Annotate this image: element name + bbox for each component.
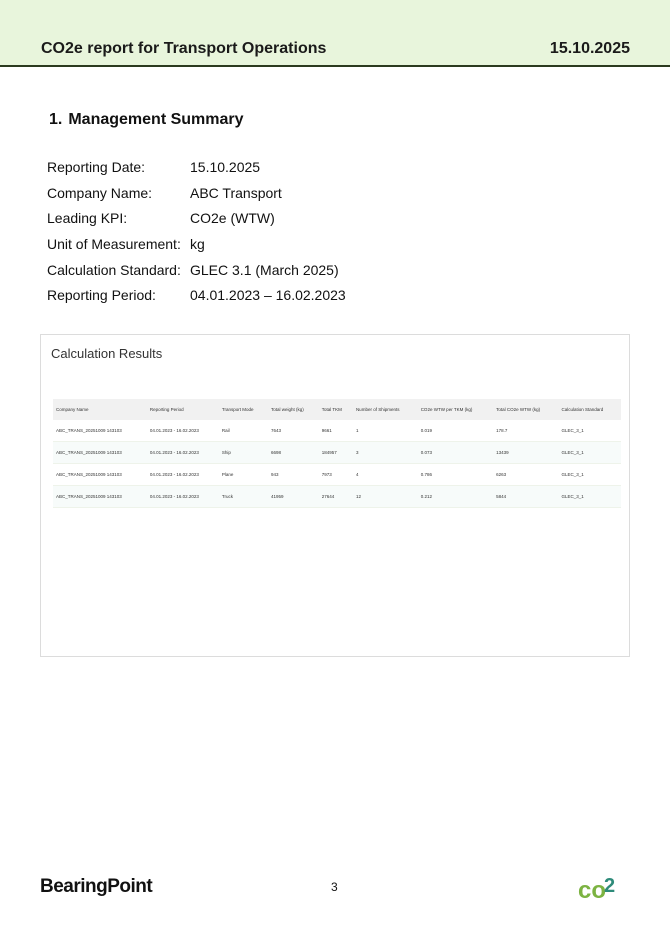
calculation-results-panel [40, 334, 630, 657]
table-cell: GLEC_3_1 [558, 420, 621, 442]
table-cell: 04.01.2023 - 16.02.2023 [147, 464, 219, 486]
column-header: Company Name [56, 407, 89, 412]
section-number: 1. [49, 111, 63, 128]
summary-label: Unit of Measurement: [47, 235, 181, 252]
section-heading [49, 111, 244, 129]
table-cell: 1 [353, 420, 418, 442]
summary-value: GLEC 3.1 (March 2025) [190, 261, 339, 278]
summary-row [47, 180, 346, 206]
summary-label: Calculation Standard: [47, 261, 181, 278]
table-cell: 27644 [319, 486, 353, 508]
column-header: Total CO2e WTW (kg) [496, 407, 541, 412]
summary-label: Reporting Period: [47, 287, 156, 304]
summary-value: CO2e (WTW) [190, 210, 275, 227]
report-title: CO2e report for Transport Operations [41, 40, 327, 57]
table-cell: 13439 [493, 442, 558, 464]
table-cell: 41959 [268, 486, 319, 508]
table-cell: ABC_TRANS_20251009 143103 [53, 464, 147, 486]
column-header: CO2e WTW per TKM (kg) [420, 407, 473, 412]
table-cell: 7973 [319, 464, 353, 486]
table-cell: 9661 [319, 420, 353, 442]
table-cell: 6263 [493, 464, 558, 486]
summary-value: kg [190, 235, 205, 252]
table-cell: Truck [219, 486, 268, 508]
table-row [53, 420, 621, 442]
table-cell: ABC_TRANS_20251009 143103 [53, 442, 147, 464]
column-header: Reporting Period [149, 407, 184, 412]
summary-row [47, 257, 346, 283]
summary-row [47, 231, 346, 257]
table-cell: 0.073 [418, 442, 493, 464]
column-header: Total weight (kg) [271, 407, 304, 412]
table-cell: 04.01.2023 - 16.02.2023 [147, 420, 219, 442]
table-cell: 3 [353, 442, 418, 464]
summary-value: ABC Transport [190, 184, 282, 201]
table-cell: ABC_TRANS_20251009 143103 [53, 420, 147, 442]
table-row [53, 442, 621, 464]
table-cell: 178.7 [493, 420, 558, 442]
svg-text:2: 2 [604, 875, 616, 897]
summary-value: 15.10.2025 [190, 158, 261, 175]
co2-logo-icon [577, 872, 621, 904]
results-title: Calculation Results [51, 346, 163, 361]
table-cell: GLEC_3_1 [558, 464, 621, 486]
summary-row [47, 205, 346, 231]
table-row [53, 486, 621, 508]
summary-row [47, 282, 346, 308]
summary-label: Leading KPI: [47, 210, 128, 227]
table-cell: 4 [353, 464, 418, 486]
summary-label: Company Name: [47, 184, 153, 201]
bearingpoint-logo: BearingPoint [40, 876, 153, 897]
management-summary [47, 154, 346, 308]
table-cell: 04.01.2023 - 16.02.2023 [147, 442, 219, 464]
table-header-row [53, 399, 621, 420]
column-header: Transport Mode [221, 407, 254, 412]
column-header: Total TKM [321, 407, 342, 412]
report-header [0, 0, 670, 67]
table-cell: 0.212 [418, 486, 493, 508]
table-cell: 0.786 [418, 464, 493, 486]
column-header: Calculation Standard [561, 407, 604, 412]
table-cell: Ship [219, 442, 268, 464]
section-title: Management Summary [68, 111, 244, 128]
column-header: Number of Shipments [355, 407, 400, 412]
table-cell: 943 [268, 464, 319, 486]
table-cell: 6698 [268, 442, 319, 464]
page-number: 3 [331, 880, 338, 894]
table-row [53, 464, 621, 486]
table-cell: GLEC_3_1 [558, 442, 621, 464]
table-cell: 0.019 [418, 420, 493, 442]
table-cell: Plane [219, 464, 268, 486]
summary-row [47, 154, 346, 180]
table-cell: GLEC_3_1 [558, 486, 621, 508]
table-cell: 5844 [493, 486, 558, 508]
table-cell: ABC_TRANS_20251009 143103 [53, 486, 147, 508]
results-table [53, 399, 621, 508]
table-cell: Rail [219, 420, 268, 442]
co2-logo-text: co [578, 877, 607, 904]
table-cell: 04.01.2023 - 16.02.2023 [147, 486, 219, 508]
summary-label: Reporting Date: [47, 158, 146, 175]
summary-value: 04.01.2023 – 16.02.2023 [190, 287, 346, 304]
table-cell: 7643 [268, 420, 319, 442]
report-date: 15.10.2025 [549, 40, 630, 57]
table-cell: 184957 [319, 442, 353, 464]
table-cell: 12 [353, 486, 418, 508]
